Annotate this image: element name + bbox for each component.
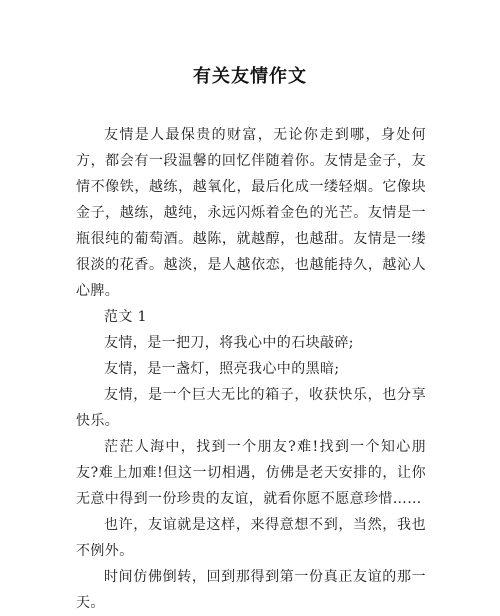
document-body xyxy=(76,122,426,616)
paragraph-box: 友情，是一个巨大无比的箱子，收获快乐，也分享快乐。 xyxy=(76,387,426,429)
paragraph-section-heading: 范文 1 xyxy=(104,309,147,325)
paragraph-time: 时间仿佛倒转，回到那得到第一份真正友谊的那一天。 xyxy=(76,569,426,611)
paragraph-crowd: 茫茫人海中，找到一个朋友?难!找到一个知心朋友?难上加难!但这一切相遇，仿佛是老天安排的，让你无意中得到一份珍贵的友谊，就看你愿不愿意珍惜…… xyxy=(76,439,426,507)
paragraph-unexpected: 也许，友谊就是这样，来得意想不到，当然，我也不例外。 xyxy=(76,517,426,559)
paragraph-knife: 友情，是一把刀，将我心中的石块敲碎; xyxy=(104,335,354,351)
paragraph-intro: 友情是人最保贵的财富，无论你走到哪，身处何方，都会有一段温馨的回忆伴随着你。友情是金子，友情不像铁，越练，越氧化，最后化成一缕轻烟。它像块金子，越练，越纯，永远闪烁着金色的光芒。友情是一瓶很纯的葡萄酒。越陈，就越醇，也越甜。友情是一缕很淡的花香。越淡，是人越依恋，也越能持久，越沁人心脾。 xyxy=(76,127,426,299)
paragraph-lamp: 友情，是一盏灯，照亮我心中的黑暗; xyxy=(104,361,340,377)
document-title: 有关友情作文 xyxy=(193,66,307,87)
